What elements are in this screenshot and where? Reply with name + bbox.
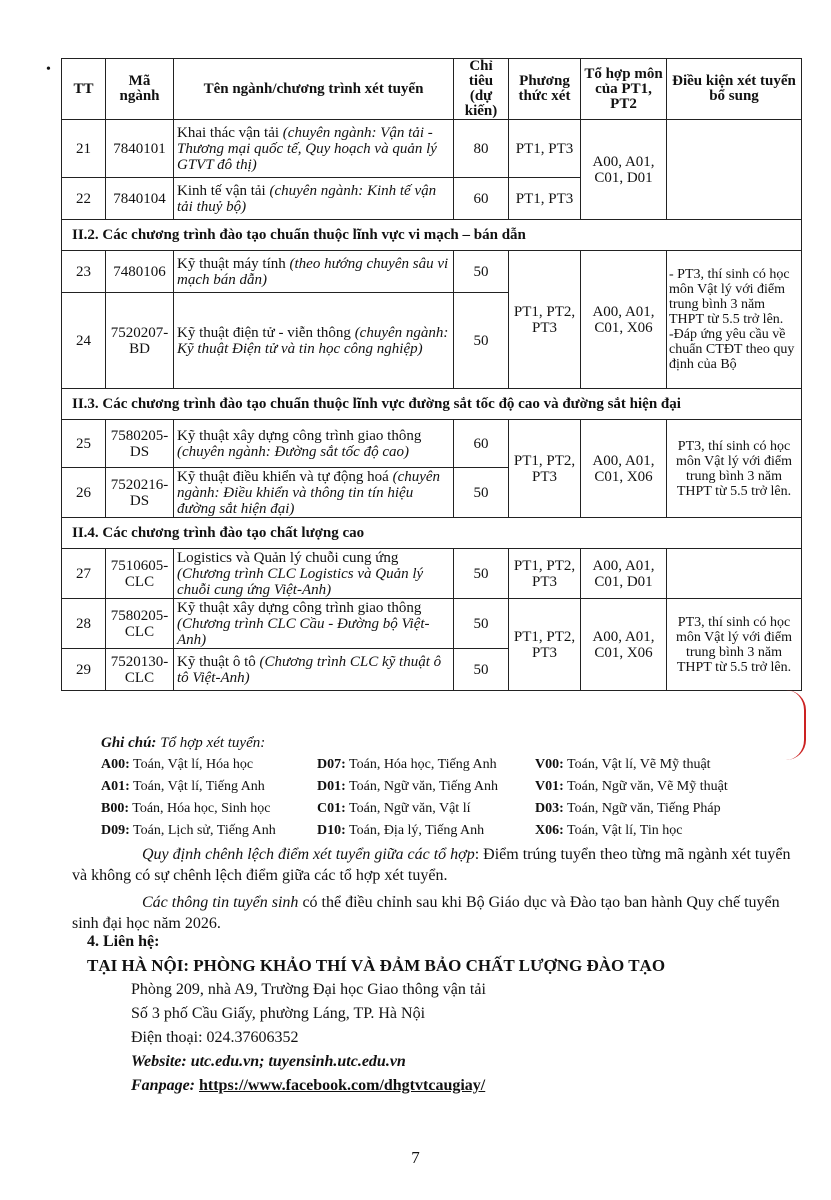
- row-method: PT1, PT3: [509, 178, 581, 220]
- row-name: Kỹ thuật ô tô (Chương trình CLC kỹ thuật ô tô Việt-Anh): [174, 649, 454, 691]
- row-code: 7580205-DS: [106, 420, 174, 468]
- combo-item: V00: Toán, Vật lí, Vẽ Mỹ thuật: [535, 757, 711, 772]
- row-combo: A00, A01, C01, D01: [581, 549, 667, 599]
- table-row: [62, 549, 802, 599]
- table-row: [62, 599, 802, 649]
- row-name: Khai thác vận tải (chuyên ngành: Vận tải - Thương mại quốc tế, Quy hoạch và quản lý GTVT đô thị): [174, 120, 454, 178]
- contact-heading: 4. Liên hệ:: [87, 933, 160, 950]
- row-method: PT1, PT2, PT3: [509, 251, 581, 389]
- row-quota: 50: [454, 293, 509, 389]
- header-code: Mã ngành: [106, 59, 174, 120]
- notes-block: [72, 732, 801, 934]
- row-tt: 27: [62, 549, 106, 599]
- admission-table: [61, 58, 802, 691]
- row-code: 7840101: [106, 120, 174, 178]
- table-header-row: [62, 59, 802, 120]
- row-tt: 24: [62, 293, 106, 389]
- row-method: PT1, PT3: [509, 120, 581, 178]
- row-tt: 23: [62, 251, 106, 293]
- combo-list: [101, 754, 801, 842]
- row-name: Kỹ thuật điện tử - viễn thông (chuyên ngành: Kỹ thuật Điện tử và tin học công nghiệp): [174, 293, 454, 389]
- row-condition: PT3, thí sinh có học môn Vật lý với điểm trung bình 3 năm THPT từ 5.5 trở lên.: [667, 599, 802, 691]
- row-quota: 60: [454, 420, 509, 468]
- combo-item: A00: Toán, Vật lí, Hóa học: [101, 757, 254, 772]
- combo-item: D10: Toán, Địa lý, Tiếng Anh: [317, 823, 485, 838]
- row-combo: A00, A01, C01, X06: [581, 420, 667, 518]
- row-quota: 60: [454, 178, 509, 220]
- combo-item: D07: Toán, Hóa học, Tiếng Anh: [317, 757, 497, 772]
- header-tt: TT: [62, 59, 106, 120]
- table-row: [62, 420, 802, 468]
- row-tt: 26: [62, 468, 106, 518]
- header-name: Tên ngành/chương trình xét tuyển: [174, 59, 454, 120]
- row-name: Kỹ thuật điều khiển và tự động hoá (chuyên ngành: Điều khiển và thông tin tín hiệu đường sắt hiện đại): [174, 468, 454, 518]
- combo-item: D01: Toán, Ngữ văn, Tiếng Anh: [317, 779, 498, 794]
- row-combo: A00, A01, C01, D01: [581, 120, 667, 220]
- row-quota: 50: [454, 251, 509, 293]
- row-name: Kỹ thuật xây dựng công trình giao thông (Chương trình CLC Cầu - Đường bộ Việt-Anh): [174, 599, 454, 649]
- row-quota: 50: [454, 549, 509, 599]
- combo-item: B00: Toán, Hóa học, Sinh học: [101, 801, 271, 816]
- note-info: Các thông tin tuyển sinh có thể điều chỉnh sau khi Bộ Giáo dục và Đào tạo ban hành Quy chế tuyển sinh đại học năm 2026.: [72, 894, 780, 932]
- combo-item: C01: Toán, Ngữ văn, Vật lí: [317, 801, 471, 816]
- contact-address-1: Phòng 209, nhà A9, Trường Đại học Giao thông vận tải: [131, 981, 486, 998]
- contact-phone: Điện thoại: 024.37606352: [131, 1029, 299, 1046]
- section-heading: II.3. Các chương trình đào tạo chuẩn thuộc lĩnh vực đường sắt tốc độ cao và đường sắt hiện đại: [62, 389, 802, 420]
- section-row: [62, 220, 802, 251]
- contact-address-2: Số 3 phố Cầu Giấy, phường Láng, TP. Hà Nội: [131, 1005, 426, 1022]
- combo-item: V01: Toán, Ngữ văn, Vẽ Mỹ thuật: [535, 779, 728, 794]
- margin-mark: •: [46, 62, 51, 77]
- row-code: 7520130-CLC: [106, 649, 174, 691]
- row-code: 7510605-CLC: [106, 549, 174, 599]
- row-tt: 25: [62, 420, 106, 468]
- contact-block: [87, 930, 807, 1098]
- page-number: 7: [411, 1148, 420, 1167]
- row-quota: 50: [454, 649, 509, 691]
- row-method: PT1, PT2, PT3: [509, 599, 581, 691]
- header-quota: Chỉ tiêu (dự kiến): [454, 59, 509, 120]
- row-code: 7480106: [106, 251, 174, 293]
- row-code: 7520216-DS: [106, 468, 174, 518]
- row-combo: A00, A01, C01, X06: [581, 599, 667, 691]
- row-code: 7840104: [106, 178, 174, 220]
- row-condition: [667, 120, 802, 220]
- row-code: 7580205-CLC: [106, 599, 174, 649]
- row-quota: 80: [454, 120, 509, 178]
- row-tt: 28: [62, 599, 106, 649]
- row-tt: 29: [62, 649, 106, 691]
- row-quota: 50: [454, 599, 509, 649]
- row-code: 7520207-BD: [106, 293, 174, 389]
- row-tt: 21: [62, 120, 106, 178]
- header-method: Phương thức xét: [509, 59, 581, 120]
- row-method: PT1, PT2, PT3: [509, 420, 581, 518]
- combo-item: D03: Toán, Ngữ văn, Tiếng Pháp: [535, 801, 721, 816]
- header-combo: Tổ hợp môn của PT1, PT2: [581, 59, 667, 120]
- row-name: Logistics và Quản lý chuỗi cung ứng (Chương trình CLC Logistics và Quản lý chuỗi cung ứng Việt-Anh): [174, 549, 454, 599]
- combo-item: X06: Toán, Vật lí, Tin học: [535, 823, 683, 838]
- contact-office: TẠI HÀ NỘI: PHÒNG KHẢO THÍ VÀ ĐẢM BẢO CHẤT LƯỢNG ĐÀO TẠO: [87, 956, 666, 975]
- row-name: Kinh tế vận tải (chuyên ngành: Kinh tế vận tải thuỷ bộ): [174, 178, 454, 220]
- row-name: Kỹ thuật xây dựng công trình giao thông (chuyên ngành: Đường sắt tốc độ cao): [174, 420, 454, 468]
- section-row: [62, 518, 802, 549]
- header-condition: Điều kiện xét tuyển bổ sung: [667, 59, 802, 120]
- row-condition: [667, 549, 802, 599]
- row-tt: 22: [62, 178, 106, 220]
- row-condition: - PT3, thí sinh có học môn Vật lý với điểm trung bình 3 năm THPT từ 5.5 trở lên. -Đáp ứng yêu cầu về chuẩn CTĐT theo quy định của Bộ: [667, 251, 802, 389]
- contact-website[interactable]: Website: utc.edu.vn; tuyensinh.utc.edu.vn: [131, 1053, 406, 1070]
- table-row: [62, 251, 802, 293]
- row-condition: PT3, thí sinh có học môn Vật lý với điểm trung bình 3 năm THPT từ 5.5 trở lên.: [667, 420, 802, 518]
- row-method: PT1, PT2, PT3: [509, 549, 581, 599]
- row-combo: A00, A01, C01, X06: [581, 251, 667, 389]
- note-rule: Quy định chênh lệch điểm xét tuyển giữa các tổ hợp: Điểm trúng tuyển theo từng mã ngành xét tuyển và không có sự chênh lệch điểm giữa các tổ hợp xét tuyển.: [72, 846, 791, 884]
- notes-heading: Ghi chú: Tổ hợp xét tuyển:: [101, 735, 266, 751]
- row-name: Kỹ thuật máy tính (theo hướng chuyên sâu vi mạch bán dẫn): [174, 251, 454, 293]
- section-row: [62, 389, 802, 420]
- row-quota: 50: [454, 468, 509, 518]
- table-row: [62, 120, 802, 178]
- combo-item: D09: Toán, Lịch sử, Tiếng Anh: [101, 823, 276, 838]
- section-heading: II.2. Các chương trình đào tạo chuẩn thuộc lĩnh vực vi mạch – bán dẫn: [62, 220, 802, 251]
- combo-item: A01: Toán, Vật lí, Tiếng Anh: [101, 779, 265, 794]
- section-heading: II.4. Các chương trình đào tạo chất lượng cao: [62, 518, 802, 549]
- contact-fanpage[interactable]: Fanpage: https://www.facebook.com/dhgtvtcaugiay/: [131, 1077, 486, 1094]
